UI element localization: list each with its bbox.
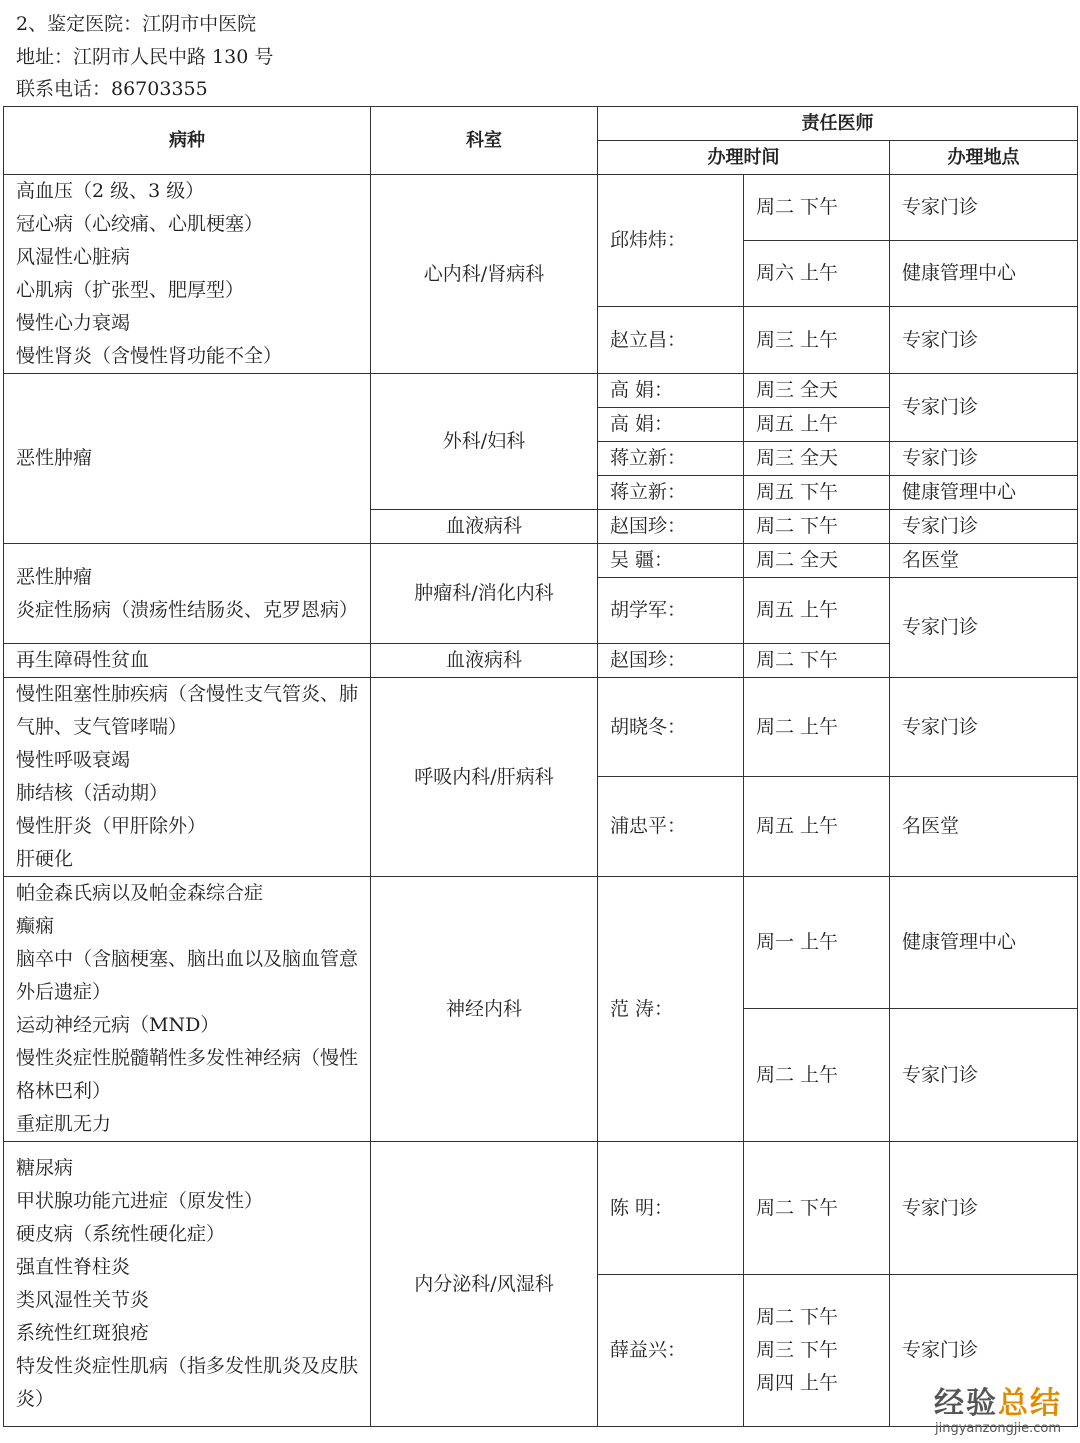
disease-item: 肝硬化 xyxy=(16,848,74,870)
disease-item: 运动神经元病（MND） xyxy=(16,1014,220,1036)
place-cell: 专家门诊 xyxy=(890,1142,1078,1275)
doctor-cell: 胡学军： xyxy=(598,578,744,644)
dept-cell: 血液病科 xyxy=(371,510,598,544)
doctor-cell: 邱炜炜： xyxy=(598,175,744,307)
disease-item: 肺结核（活动期） xyxy=(16,782,169,804)
disease-item: 甲状腺功能亢进症（原发性） xyxy=(16,1190,264,1212)
place-cell: 名医堂 xyxy=(890,544,1078,578)
disease-item: 帕金森氏病以及帕金森综合症 xyxy=(16,882,264,904)
doctor-cell: 赵国珍： xyxy=(598,644,744,678)
disease-cell xyxy=(4,644,371,678)
place-cell: 专家门诊 xyxy=(890,578,1078,678)
watermark-logo xyxy=(934,1387,1062,1437)
disease-item: 慢性肾炎（含慢性肾功能不全） xyxy=(16,345,283,367)
disease-item: 慢性炎症性脱髓鞘性多发性神经病（慢性格林巴利） xyxy=(16,1047,359,1102)
doctor-cell: 蒋立新： xyxy=(598,476,744,510)
time-cell xyxy=(744,1275,890,1427)
dept-cell: 内分泌科/风湿科 xyxy=(371,1142,598,1427)
place-cell: 名医堂 xyxy=(890,777,1078,877)
doctor-cell: 浦忠平： xyxy=(598,777,744,877)
time-cell: 周二 全天 xyxy=(744,544,890,578)
watermark-brand xyxy=(934,1387,1062,1421)
disease-item: 癫痫 xyxy=(16,915,55,937)
disease-item: 慢性心力衰竭 xyxy=(16,312,131,334)
doctor-cell: 赵立昌： xyxy=(598,307,744,374)
doctor-cell: 范 涛： xyxy=(598,877,744,1142)
time-cell: 周一 上午 xyxy=(744,877,890,1009)
time-cell: 周三 全天 xyxy=(744,374,890,408)
dept-cell: 神经内科 xyxy=(371,877,598,1142)
dept-cell: 外科/妇科 xyxy=(371,374,598,510)
disease-item: 强直性脊柱炎 xyxy=(16,1256,131,1278)
disease-cell xyxy=(4,544,371,644)
disease-cell xyxy=(4,374,371,544)
time-cell: 周二 下午 xyxy=(744,644,890,678)
place-cell: 专家门诊 xyxy=(890,678,1078,777)
hospital-phone: 联系电话：86703355 xyxy=(16,78,208,100)
disease-item: 高血压（2 级、3 级） xyxy=(16,180,205,202)
doctor-cell: 高 娟： xyxy=(598,408,744,442)
col-header-dept: 科室 xyxy=(371,107,598,175)
disease-item: 恶性肿瘤 xyxy=(16,565,93,588)
table-row xyxy=(4,544,1078,578)
table-row xyxy=(4,1142,1078,1275)
time-cell: 周五 上午 xyxy=(744,408,890,442)
doctor-cell: 陈 明： xyxy=(598,1142,744,1275)
disease-item: 系统性红斑狼疮 xyxy=(16,1322,150,1344)
time-cell: 周二 下午 xyxy=(744,175,890,241)
place-cell: 健康管理中心 xyxy=(890,476,1078,510)
watermark-site: jingyanzongjie.com xyxy=(934,1421,1061,1436)
disease-item: 重症肌无力 xyxy=(16,1113,112,1135)
dept-cell: 呼吸内科/肝病科 xyxy=(371,678,598,877)
place-cell: 专家门诊 xyxy=(890,175,1078,241)
time-cell: 周五 上午 xyxy=(744,777,890,877)
disease-item: 冠心病（心绞痛、心肌梗塞） xyxy=(16,213,264,235)
time-cell: 周三 上午 xyxy=(744,307,890,374)
disease-item: 恶性肿瘤 xyxy=(16,447,93,469)
hospital-name: 2、鉴定医院：江阴市中医院 xyxy=(16,13,257,35)
place-cell: 专家门诊 xyxy=(890,307,1078,374)
disease-item: 慢性阻塞性肺疾病（含慢性支气管炎、肺气肿、支气管哮喘） xyxy=(16,683,359,738)
watermark-brand-accent: 总结 xyxy=(998,1386,1062,1421)
table-header-row xyxy=(4,107,1078,141)
col-header-doctor: 责任医师 xyxy=(598,107,1078,141)
time-cell: 周三 全天 xyxy=(744,442,890,476)
appraisal-table xyxy=(3,106,1078,1427)
disease-cell xyxy=(4,877,371,1142)
doctor-cell: 胡晓冬： xyxy=(598,678,744,777)
watermark-brand-main: 经验 xyxy=(934,1386,998,1421)
hospital-address: 地址：江阴市人民中路 130 号 xyxy=(16,46,274,68)
time-item: 周二 下午 xyxy=(756,1306,839,1328)
table-row xyxy=(4,877,1078,1009)
col-header-time: 办理时间 xyxy=(598,141,890,175)
disease-cell xyxy=(4,678,371,877)
time-cell: 周五 上午 xyxy=(744,578,890,644)
time-cell: 周二 上午 xyxy=(744,678,890,777)
disease-item: 慢性呼吸衰竭 xyxy=(16,749,131,771)
table-row xyxy=(4,175,1078,241)
dept-cell: 心内科/肾病科 xyxy=(371,175,598,374)
place-cell: 健康管理中心 xyxy=(890,877,1078,1009)
time-item: 周四 上午 xyxy=(756,1372,839,1394)
disease-item: 炎症性肠病（溃疡性结肠炎、克罗恩病） xyxy=(16,598,359,621)
place-cell: 专家门诊 xyxy=(890,442,1078,476)
disease-item: 糖尿病 xyxy=(16,1157,74,1179)
doctor-cell: 高 娟： xyxy=(598,374,744,408)
time-item: 周三 下午 xyxy=(756,1339,839,1361)
dept-cell: 肿瘤科/消化内科 xyxy=(371,544,598,644)
place-cell: 专家门诊 xyxy=(890,1275,1078,1427)
disease-cell xyxy=(4,175,371,374)
disease-cell xyxy=(4,1142,371,1427)
time-cell: 周二 下午 xyxy=(744,510,890,544)
table-row xyxy=(4,678,1078,777)
doctor-cell: 薛益兴： xyxy=(598,1275,744,1427)
place-cell: 专家门诊 xyxy=(890,374,1078,442)
disease-item: 心肌病（扩张型、肥厚型） xyxy=(16,279,245,301)
time-cell: 周二 上午 xyxy=(744,1009,890,1142)
doctor-cell: 吴 疆： xyxy=(598,544,744,578)
dept-cell: 血液病科 xyxy=(371,644,598,678)
time-cell: 周二 下午 xyxy=(744,1142,890,1275)
time-cell: 周六 上午 xyxy=(744,241,890,307)
disease-item: 再生障碍性贫血 xyxy=(16,649,150,671)
disease-item: 风湿性心脏病 xyxy=(16,246,131,268)
disease-item: 类风湿性关节炎 xyxy=(16,1289,150,1311)
place-cell: 健康管理中心 xyxy=(890,241,1078,307)
place-cell: 专家门诊 xyxy=(890,510,1078,544)
disease-item: 脑卒中（含脑梗塞、脑出血以及脑血管意外后遗症） xyxy=(16,948,359,1003)
doctor-cell: 蒋立新： xyxy=(598,442,744,476)
table-row xyxy=(4,374,1078,408)
col-header-disease: 病种 xyxy=(4,107,371,175)
disease-item: 慢性肝炎（甲肝除外） xyxy=(16,815,207,837)
doctor-cell: 赵国珍： xyxy=(598,510,744,544)
col-header-place: 办理地点 xyxy=(890,141,1078,175)
time-cell: 周五 下午 xyxy=(744,476,890,510)
disease-item: 硬皮病（系统性硬化症） xyxy=(16,1223,226,1245)
place-cell: 专家门诊 xyxy=(890,1009,1078,1142)
disease-item: 特发性炎症性肌病（指多发性肌炎及皮肤炎） xyxy=(16,1355,359,1410)
